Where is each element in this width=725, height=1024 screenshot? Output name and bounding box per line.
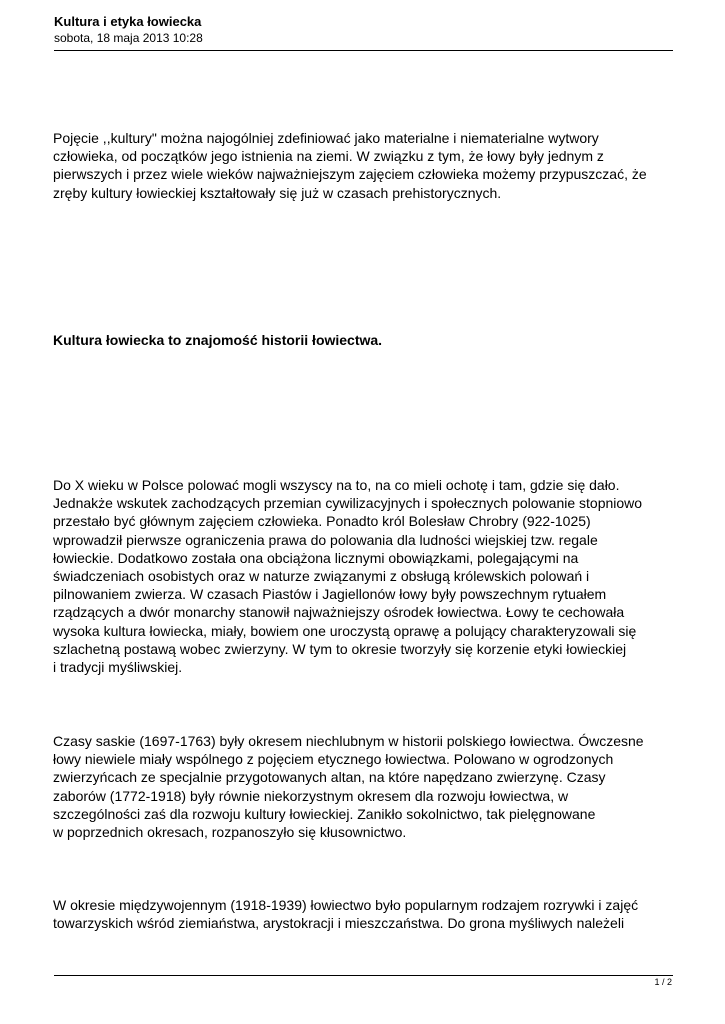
page-header [54, 14, 674, 46]
paragraph-history-saxon: Czasy saskie (1697-1763) były okresem niechlubnym w historii polskiego łowiectwa. Ówczesne łowy niewiele miały wspólnego z pojęciem etycznego łowiectwa. Polowano w ogrodzonych zwierzyńcach ze specjalnie przygotowanych altan, na które napędzano zwierzynę. Czasy zaborów (1772-1918) były równie niekorzystnym okresem dla rozwoju łowiectwa, w szczególności zaś dla rozwoju kultury łowieckiej. Zanikło sokolnictwo, tak pielęgnowane w poprzednich okresach, rozpanoszyło się kłusownictwo. [53, 733, 644, 841]
page-number: 1 / 2 [654, 977, 672, 987]
section-heading: Kultura łowiecka to znajomość historii łowiectwa. [53, 332, 383, 348]
paragraph-interwar: W okresie międzywojennym (1918-1939) łowiectwo było popularnym rodzajem rozrywki i zajęć towarzyskich wśród ziemiaństwa, arystokracji i mieszczaństwa. Do grona myśliwych należeli [53, 897, 639, 932]
header-divider [54, 50, 673, 51]
footer-divider [54, 975, 673, 976]
paragraph-history-early: Do X wieku w Polsce polować mogli wszyscy na to, na co mieli ochotę i tam, gdzie się dało. Jednakże wskutek zachodzących przemian cywilizacyjnych i społecznych polowanie stopniowo przestało być głównym zajęciem człowieka. Ponadto król Bolesław Chrobry (922-1025) wprowadził pierwsze ograniczenia prawa do polowania dla ludności wiejskiej tzw. regale łowieckie. Dodatkowo została ona obciążona licznymi obowiązkami, polegającymi na świadczeniach osobistych oraz w naturze związanymi z obsługą królewskich polowań i pilnowaniem zwierza. W czasach Piastów i Jagiellonów łowy były powszechnym rytuałem rządzących a dwór monarchy stanowił najważniejszy ośrodek łowiectwa. Łowy te cechowała wysoka kultura łowiecka, miały, bowiem one uroczystą oprawę a polujący charakteryzowali się szlachetną postawą wobec zwierzyny. W tym to okresie tworzyły się korzenie etyki łowieckiej i tradycji myśliwskiej. [53, 477, 643, 676]
paragraph-intro: Pojęcie ,,kultury" można najogólniej zdefiniować jako materialne i niematerialne wytwory człowieka, od początków jego istnienia na ziemi. W związku z tym, że łowy były jednym z pierwszych i przez wiele wieków najważniejszym zajęciem człowieka możemy przypuszczać, że zręby kultury łowieckiej kształtowały się już w czasach prehistorycznych. [53, 130, 647, 201]
document-title: Kultura i etyka łowiecka [54, 14, 202, 29]
document-date: sobota, 18 maja 2013 10:28 [54, 31, 203, 45]
